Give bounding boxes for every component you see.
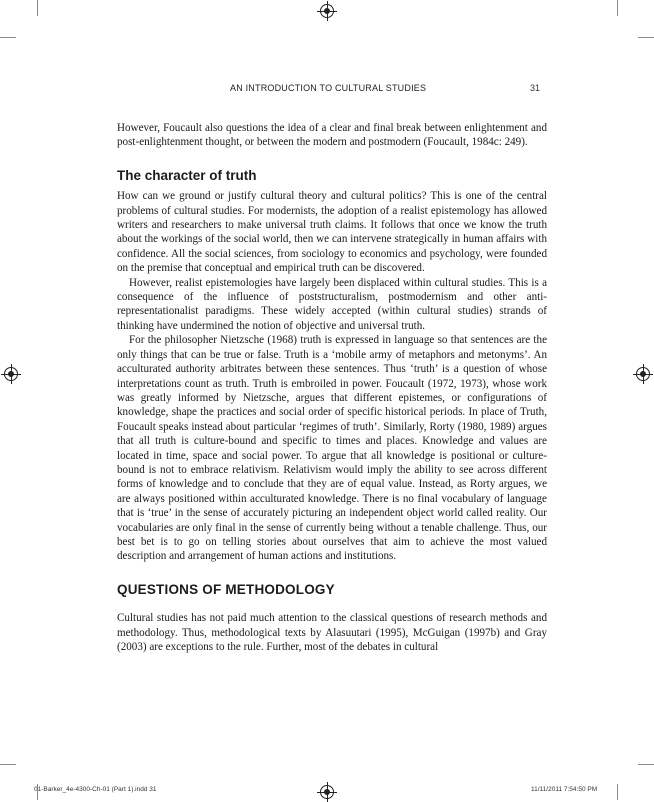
slug-date: 11/11/2011 7:54:50 PM — [531, 786, 598, 793]
registration-mark-right-icon — [636, 367, 650, 381]
registration-mark-left-icon — [4, 367, 18, 381]
crop-mark-bottom-left-horizontal — [0, 764, 16, 765]
registration-mark-top-icon — [320, 4, 334, 18]
truth-paragraph-2: However, realist epistemologies have largely been displaced within cultural studies. This is a consequence of the influence of poststructuralism, postmodernism and other anti-representationalist paradigms. These widely accepted (within cultural studies) strands of thinking have undermined the notion of objective and universal truth. — [117, 276, 547, 332]
crop-mark-top-left-horizontal — [0, 37, 16, 38]
page-number: 31 — [530, 83, 541, 93]
opening-paragraph: However, Foucault also questions the idea of a clear and final break between enlightenment and post-enlightenment thought, or between the modern and postmodern (Foucault, 1984c: 249). — [117, 122, 547, 149]
crop-mark-top-right-horizontal — [638, 37, 654, 38]
crop-mark-top-right-vertical — [617, 0, 618, 16]
slug-file-name: 01-Barker_4e-4300-Ch-01 (Part 1).indd 31 — [34, 786, 157, 793]
running-head: AN INTRODUCTION TO CULTURAL STUDIES — [230, 83, 427, 93]
registration-mark-bottom-icon — [320, 785, 334, 799]
crop-mark-bottom-right-horizontal — [638, 764, 654, 765]
truth-paragraph-3: For the philosopher Nietzsche (1968) truth is expressed in language so that sentences are the only things that can be true or false. Truth is a ‘mobile army of metaphors and metonyms’. An acculturated authority arbitrates between these sentences. Thus ‘truth’ is a question of whose interpretations count as truth. Truth is embroiled in power. Foucault (1972, 1973), whose work was greatly informed by Nietzsche, argues that different epistemes, or configurations of knowledge, shape the practices and social order of specific historical periods. In place of Truth, Foucault speaks instead about particular ‘regimes of truth’. Similarly, Rorty (1980, 1989) argues that all truth is culture-bound and specific to times and places. Knowledge and values are located in time, space and social power. To argue that all knowledge is positional or culture-bound is not to embrace relativism. Relativism would imply the ability to see across different forms of knowledge and to conclude that they are of equal value. Instead, as Rorty argues, we are always positioned within acculturated knowledge. There is no final vocabulary of language that is ‘true’ in the sense of accurately picturing an independent object world called reality. Our vocabularies are only final in the sense of currently being without a tenable challenge. Thus, our best bet is to go on telling stories about ourselves that aim to achieve the most valued description and arrangement of human actions and institutions. — [117, 334, 547, 563]
methodology-paragraph-1: Cultural studies has not paid much attention to the classical questions of research methods and methodology. Thus, methodological texts by Alasuutari (1995), McGuigan (1997b) and Gray (2003) are exceptions to the rule. Further, most of the debates in cultural — [117, 612, 547, 653]
section-heading-truth: The character of truth — [117, 167, 257, 183]
crop-mark-top-left-vertical — [37, 0, 38, 16]
section-heading-methodology: QUESTIONS OF METHODOLOGY — [117, 581, 335, 597]
body-text — [117, 121, 547, 654]
crop-mark-bottom-right-vertical — [617, 784, 618, 800]
truth-paragraph-1: How can we ground or justify cultural theory and cultural politics? This is one of the central problems of cultural studies. For modernists, the adoption of a realist epistemology has allowed writers and researchers to make universal truth claims. It follows that once we know the truth about the workings of the social world, then we can intervene strategically in human affairs with confidence. All the social sciences, from sociology to economics and psychology, were founded on the premise that conceptual and empirical truth can be discovered. — [117, 190, 547, 275]
